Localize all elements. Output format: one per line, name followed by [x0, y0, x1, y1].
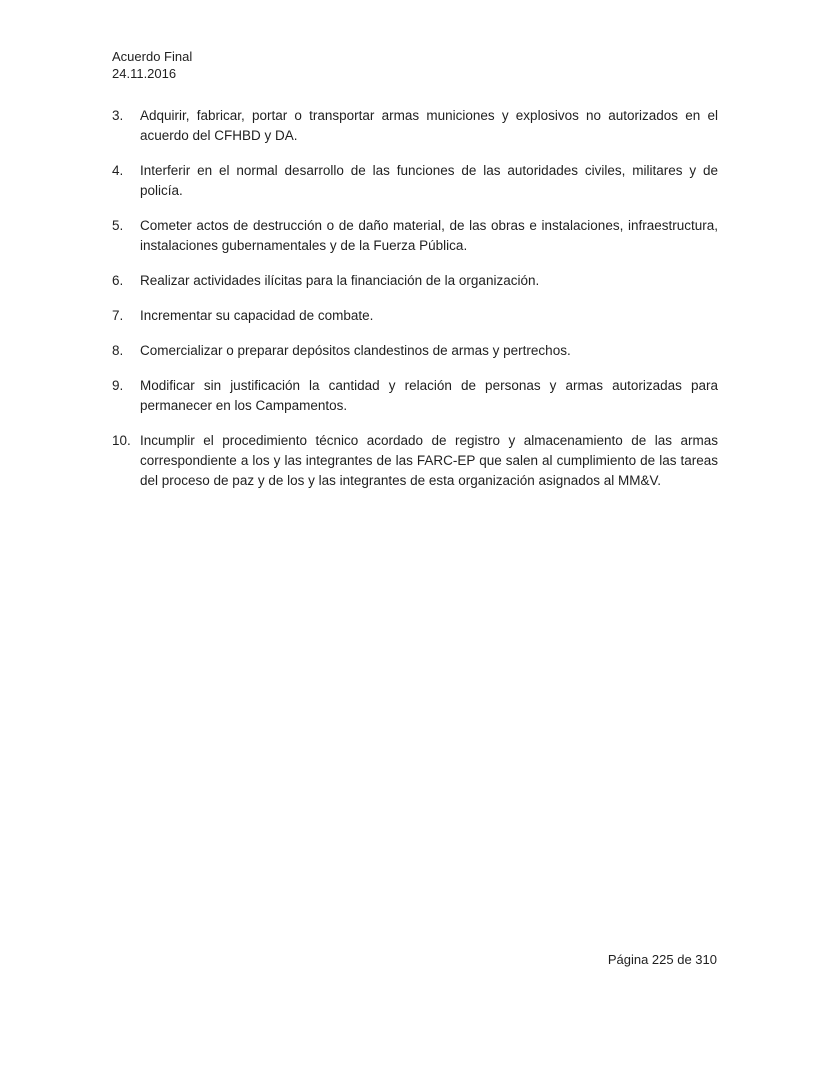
list-item — [112, 216, 718, 256]
list-item-text: Incrementar su capacidad de combate. — [140, 308, 374, 323]
list-item — [112, 271, 718, 291]
list-item-number: 8. — [112, 343, 124, 358]
list-item-number: 7. — [112, 308, 124, 323]
list-item-number: 9. — [112, 378, 124, 393]
list-item-number: 5. — [112, 218, 124, 233]
list-item — [112, 306, 718, 326]
list-item-number: 10. — [112, 433, 131, 448]
list-item-text: Interferir en el normal desarrollo de las funciones de las autoridades civiles, militares y de policía. — [140, 163, 718, 198]
document-title: Acuerdo Final — [112, 49, 193, 64]
list-item-text: Adquirir, fabricar, portar o transportar armas municiones y explosivos no autorizados en el acuerdo del CFHBD y DA. — [140, 108, 718, 143]
page-number-label: Página 225 de 310 — [607, 952, 717, 967]
list-item-text: Realizar actividades ilícitas para la financiación de la organización. — [140, 273, 540, 288]
list-item-number: 4. — [112, 163, 124, 178]
numbered-list — [112, 106, 718, 506]
list-item — [112, 376, 718, 416]
list-item-text: Comercializar o preparar depósitos clandestinos de armas y pertrechos. — [140, 343, 571, 358]
list-item-text: Incumplir el procedimiento técnico acordado de registro y almacenamiento de las armas correspondiente a los y las integrantes de las FARC-EP que salen al cumplimiento de las tareas del proceso de paz y de los y las integrantes de esta organización asignados al MM&V. — [140, 433, 718, 488]
list-item-text: Cometer actos de destrucción o de daño material, de las obras e instalaciones, infraestructura, instalaciones gubernamentales y de la Fuerza Pública. — [140, 218, 718, 253]
list-item-number: 6. — [112, 273, 124, 288]
list-item — [112, 161, 718, 201]
list-item — [112, 431, 718, 491]
list-item — [112, 341, 718, 361]
list-item — [112, 106, 718, 146]
list-item-number: 3. — [112, 108, 124, 123]
document-date: 24.11.2016 — [112, 66, 177, 81]
list-item-text: Modificar sin justificación la cantidad y relación de personas y armas autorizadas para permanecer en los Campamentos. — [140, 378, 718, 413]
document-header — [112, 48, 192, 82]
document-footer — [608, 951, 717, 969]
